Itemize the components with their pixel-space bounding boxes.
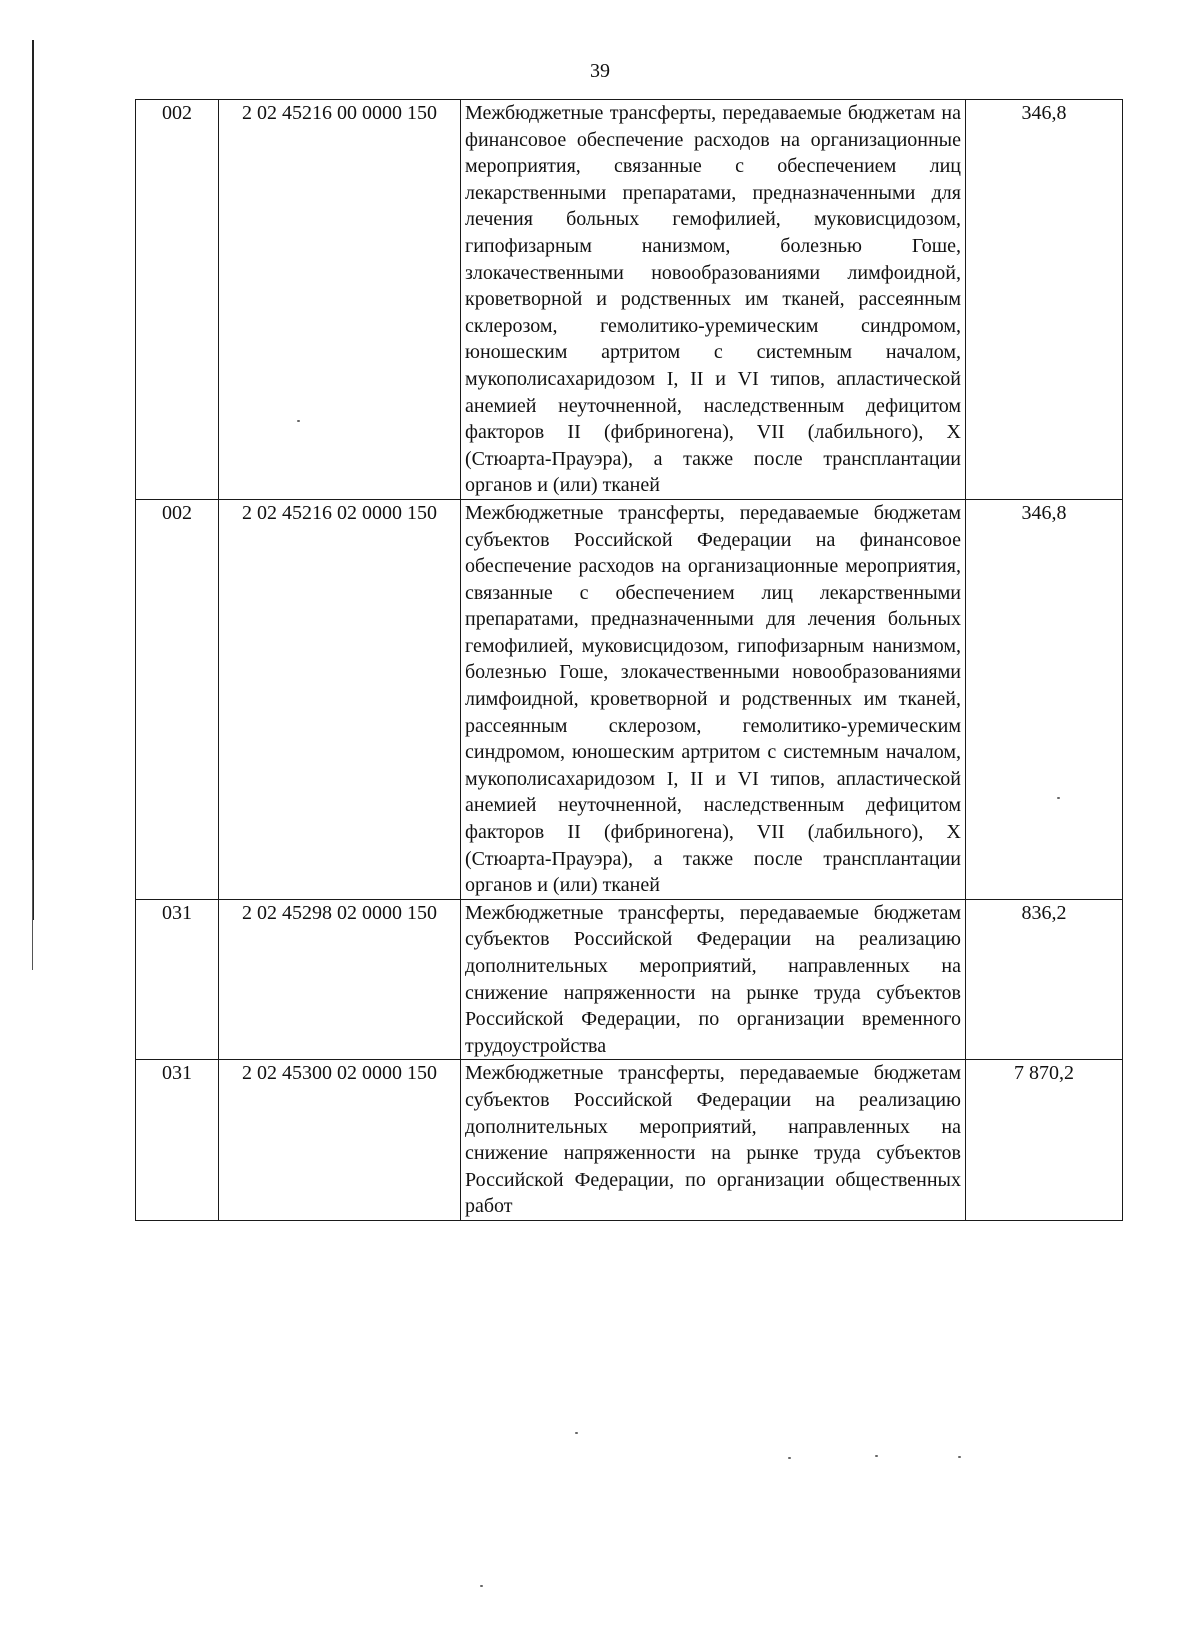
- amount-cell: 346,8: [966, 499, 1123, 899]
- admin-code-cell: 031: [136, 1060, 219, 1221]
- page-number: 39: [590, 60, 610, 82]
- description-cell: Межбюджетные трансферты, передаваемые бюджетам субъектов Российской Федерации на реализацию дополнительных мероприятий, направленных на снижение напряженности на рынке труда субъектов Российской Федерации, по организации временного трудоустройства: [461, 899, 966, 1060]
- budget-revenue-table: [135, 99, 1123, 1221]
- scan-speck: [1057, 797, 1060, 799]
- scan-speck: [875, 1455, 878, 1457]
- scan-speck: [297, 420, 300, 422]
- description-cell: Межбюджетные трансферты, передаваемые бюджетам субъектов Российской Федерации на реализацию дополнительных мероприятий, направленных на снижение напряженности на рынке труда субъектов Российской Федерации, по организации общественных работ: [461, 1060, 966, 1221]
- admin-code-cell: 002: [136, 100, 219, 500]
- admin-code-cell: 031: [136, 899, 219, 1060]
- admin-code-cell: 002: [136, 499, 219, 899]
- amount-cell: 7 870,2: [966, 1060, 1123, 1221]
- table-row: [136, 899, 1123, 1060]
- table-row: [136, 1060, 1123, 1221]
- budget-code-cell: 2 02 45300 02 0000 150: [219, 1060, 461, 1221]
- scan-margin-line: [32, 40, 34, 920]
- description-cell: Межбюджетные трансферты, передаваемые бюджетам на финансовое обеспечение расходов на организационные мероприятия, связанные с обеспечением лиц лекарственными препаратами, предназначенными для лечения больных гемофилией, муковисцидозом, гипофизарным нанизмом, болезнью Гоше, злокачественными новообразованиями лимфоидной, кроветворной и родственных им тканей, рассеянным склерозом, гемолитико-уремическим синдромом, юношеским артритом с системным началом, мукополисахаридозом I, II и VI типов, апластической анемией неуточненной, наследственным дефицитом факторов II (фибриногена), VII (лабильного), X (Стюарта-Прауэра), а также после трансплантации органов и (или) тканей: [461, 100, 966, 500]
- scan-speck: [788, 1457, 791, 1459]
- amount-cell: 836,2: [966, 899, 1123, 1060]
- budget-code-cell: 2 02 45216 02 0000 150: [219, 499, 461, 899]
- scan-speck: [575, 1432, 578, 1434]
- description-cell: Межбюджетные трансферты, передаваемые бюджетам субъектов Российской Федерации на финансовое обеспечение расходов на организационные мероприятия, связанные с обеспечением лиц лекарственными препаратами, предназначенными для лечения больных гемофилией, муковисцидозом, гипофизарным нанизмом, болезнью Гоше, злокачественными новообразованиями лимфоидной, кроветворной и родственных им тканей, рассеянным склерозом, гемолитико-уремическим синдромом, юношеским артритом с системным началом, мукополисахаридозом I, II и VI типов, апластической анемией неуточненной, наследственным дефицитом факторов II (фибриногена), VII (лабильного), X (Стюарта-Прауэра), а также после трансплантации органов и (или) тканей: [461, 499, 966, 899]
- budget-code-cell: 2 02 45216 00 0000 150: [219, 100, 461, 500]
- table-row: [136, 499, 1123, 899]
- table-row: [136, 100, 1123, 500]
- scan-speck: [958, 1456, 961, 1458]
- scan-margin-line-faint: [32, 860, 33, 970]
- budget-code-cell: 2 02 45298 02 0000 150: [219, 899, 461, 1060]
- scan-speck: [480, 1585, 483, 1587]
- amount-cell: 346,8: [966, 100, 1123, 500]
